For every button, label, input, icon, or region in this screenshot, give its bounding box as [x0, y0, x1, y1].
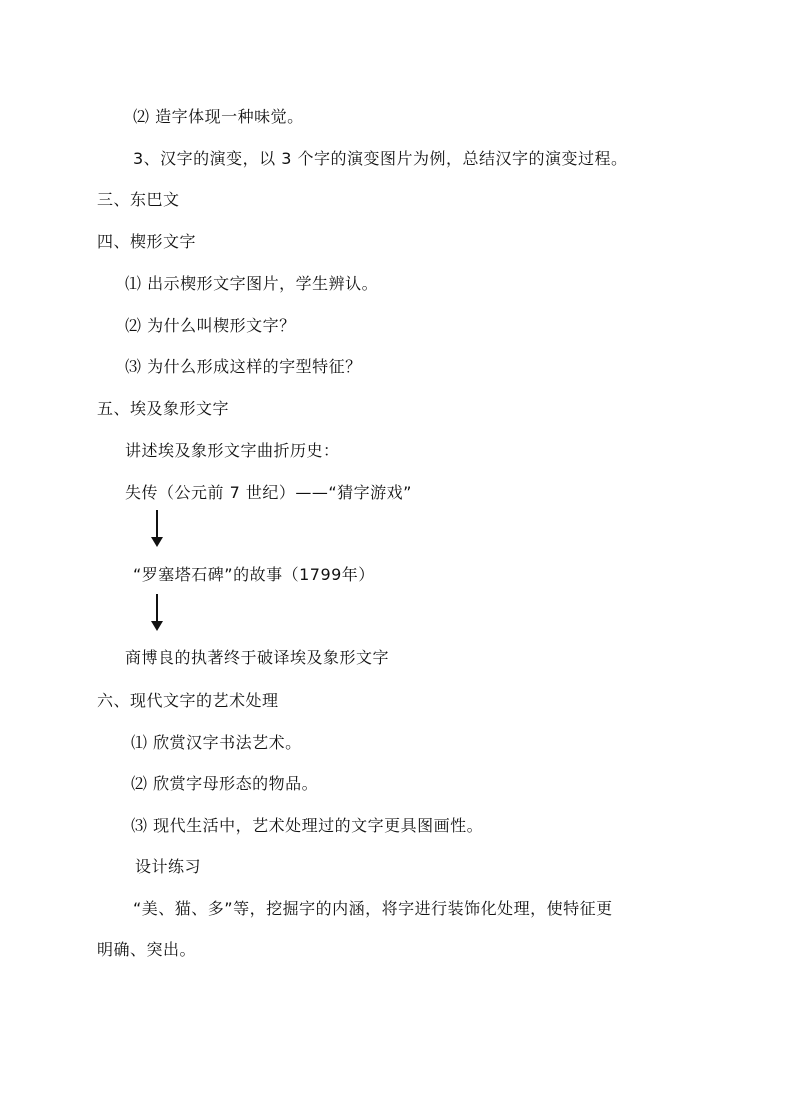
text-line: 明确、突出。: [97, 940, 197, 959]
text-line: ⑴ 出示楔形文字图片，学生辨认。: [125, 274, 379, 293]
text-line: ⑶ 为什么形成这样的字型特征？: [125, 357, 362, 376]
text-line: 失传（公元前 7 世纪）——“猜字游戏”: [125, 483, 412, 502]
section-heading: 三、东巴文: [97, 190, 180, 209]
section-heading: 五、埃及象形文字: [97, 399, 230, 418]
text-line: ⑵ 欣赏字母形态的物品。: [131, 774, 319, 793]
text-line: ⑴ 欣赏汉字书法艺术。: [131, 733, 302, 752]
subheading: 设计练习: [135, 857, 202, 876]
text-line: “美、猫、多”等，挖掘字的内涵，将字进行装饰化处理，使特征更: [133, 899, 613, 918]
text-line: 讲述埃及象形文字曲折历史：: [125, 441, 340, 460]
down-arrow-icon: [150, 594, 164, 630]
text-line: ⑵ 为什么叫楔形文字？: [125, 316, 296, 335]
down-arrow-icon: [150, 510, 164, 546]
text-line: ⑵ 造字体现一种味觉。: [133, 107, 304, 126]
text-line: ⑶ 现代生活中，艺术处理过的文字更具图画性。: [131, 816, 484, 835]
text-line: “罗塞塔石碑”的故事（1799年）: [133, 565, 375, 584]
text-line: 3、汉字的演变，以 3 个字的演变图片为例，总结汉字的演变过程。: [133, 149, 628, 168]
section-heading: 四、楔形文字: [97, 232, 197, 251]
text-line: 商博良的执著终于破译埃及象形文字: [125, 648, 390, 667]
section-heading: 六、现代文字的艺术处理: [97, 691, 279, 710]
